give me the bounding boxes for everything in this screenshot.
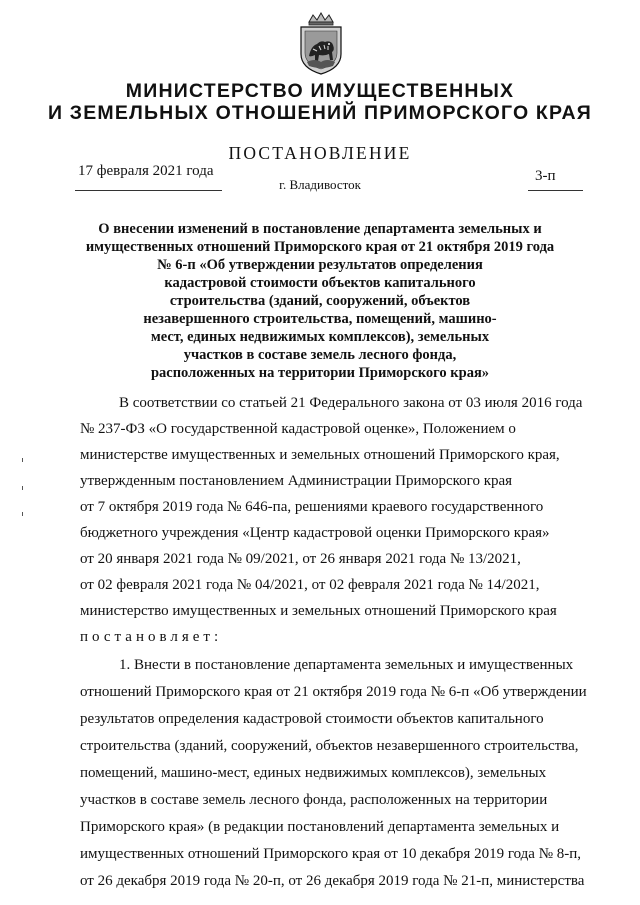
subject-line: расположенных на территории Приморского края» xyxy=(150,365,490,381)
item1-line: участков в составе земель лесного фонда, расположенных на территории xyxy=(80,792,548,808)
subject-line: О внесении изменений в постановление департамента земельных и xyxy=(98,221,542,237)
subject-line: № 6-п «Об утверждении результатов определения xyxy=(157,257,483,273)
preamble-line: от 20 января 2021 года № 09/2021, от 26 января 2021 года № 13/2021, xyxy=(80,551,521,567)
document-type: ПОСТАНОВЛЕНИЕ xyxy=(228,143,412,163)
subject-line: незавершенного строительства, помещений, машино- xyxy=(143,311,497,327)
margin-mark xyxy=(22,486,23,490)
item1-line: Приморского края» (в редакции постановлений департамента земельных и xyxy=(80,819,560,835)
subject-line: строительства (зданий, сооружений, объектов xyxy=(169,293,471,309)
preamble-line: от 02 февраля 2021 года № 04/2021, от 02 февраля 2021 года № 14/2021, xyxy=(80,577,540,593)
margin-mark xyxy=(22,512,23,516)
margin-mark xyxy=(22,458,23,462)
preamble-line: В соответствии со статьей 21 Федерального закона от 03 июля 2016 года xyxy=(119,395,583,411)
item1-line: от 26 декабря 2019 года № 20-п, от 26 декабря 2019 года № 21-п, министерства xyxy=(80,873,585,889)
preamble-line: утвержденным постановлением Администрации Приморского края xyxy=(80,473,513,489)
preamble-line: от 7 октября 2019 года № 646-па, решениями краевого государственного xyxy=(80,499,544,515)
coat-of-arms-emblem xyxy=(297,12,345,76)
preamble-line: министерство имущественных и земельных отношений Приморского края xyxy=(80,603,557,619)
document-number: 3-п xyxy=(535,168,556,184)
document-subject xyxy=(80,220,560,382)
item1-line: имущественных отношений Приморского края от 10 декабря 2019 года № 8-п, xyxy=(80,846,582,862)
subject-line: мест, единых недвижимых комплексов), земельных xyxy=(150,329,490,345)
preamble-line: министерстве имущественных и земельных отношений Приморского края, xyxy=(80,447,560,463)
document-city: г. Владивосток xyxy=(279,177,361,192)
item1-line: отношений Приморского края от 21 октября 2019 года № 6-п «Об утверждении xyxy=(80,684,587,700)
number-underline xyxy=(528,190,583,191)
document-date: 17 февраля 2021 года xyxy=(78,163,214,179)
item1-line: 1. Внести в постановление департамента земельных и имущественных xyxy=(119,657,574,673)
subject-line: участков в составе земель лесного фонда, xyxy=(183,347,457,363)
item1-line: помещений, машино-мест, единых недвижимых комплексов), земельных xyxy=(80,765,547,781)
preamble-line: № 237-ФЗ «О государственной кадастровой оценке», Положением о xyxy=(80,421,516,437)
ministry-name-line-1: МИНИСТЕРСТВО ИМУЩЕСТВЕННЫХ xyxy=(125,80,515,102)
ministry-name-line-2: И ЗЕМЕЛЬНЫХ ОТНОШЕНИЙ ПРИМОРСКОГО КРАЯ xyxy=(47,102,593,124)
item1-line: результатов определения кадастровой стоимости объектов капитального xyxy=(80,711,544,727)
preamble-line: бюджетного учреждения «Центр кадастровой оценки Приморского края» xyxy=(80,525,550,541)
subject-line: имущественных отношений Приморского края от 21 октября 2019 года xyxy=(85,239,555,255)
decree-word: постановляет: xyxy=(80,629,223,645)
subject-line: кадастровой стоимости объектов капитального xyxy=(164,275,476,291)
item1-line: строительства (зданий, сооружений, объектов незавершенного строительства, xyxy=(80,738,579,754)
